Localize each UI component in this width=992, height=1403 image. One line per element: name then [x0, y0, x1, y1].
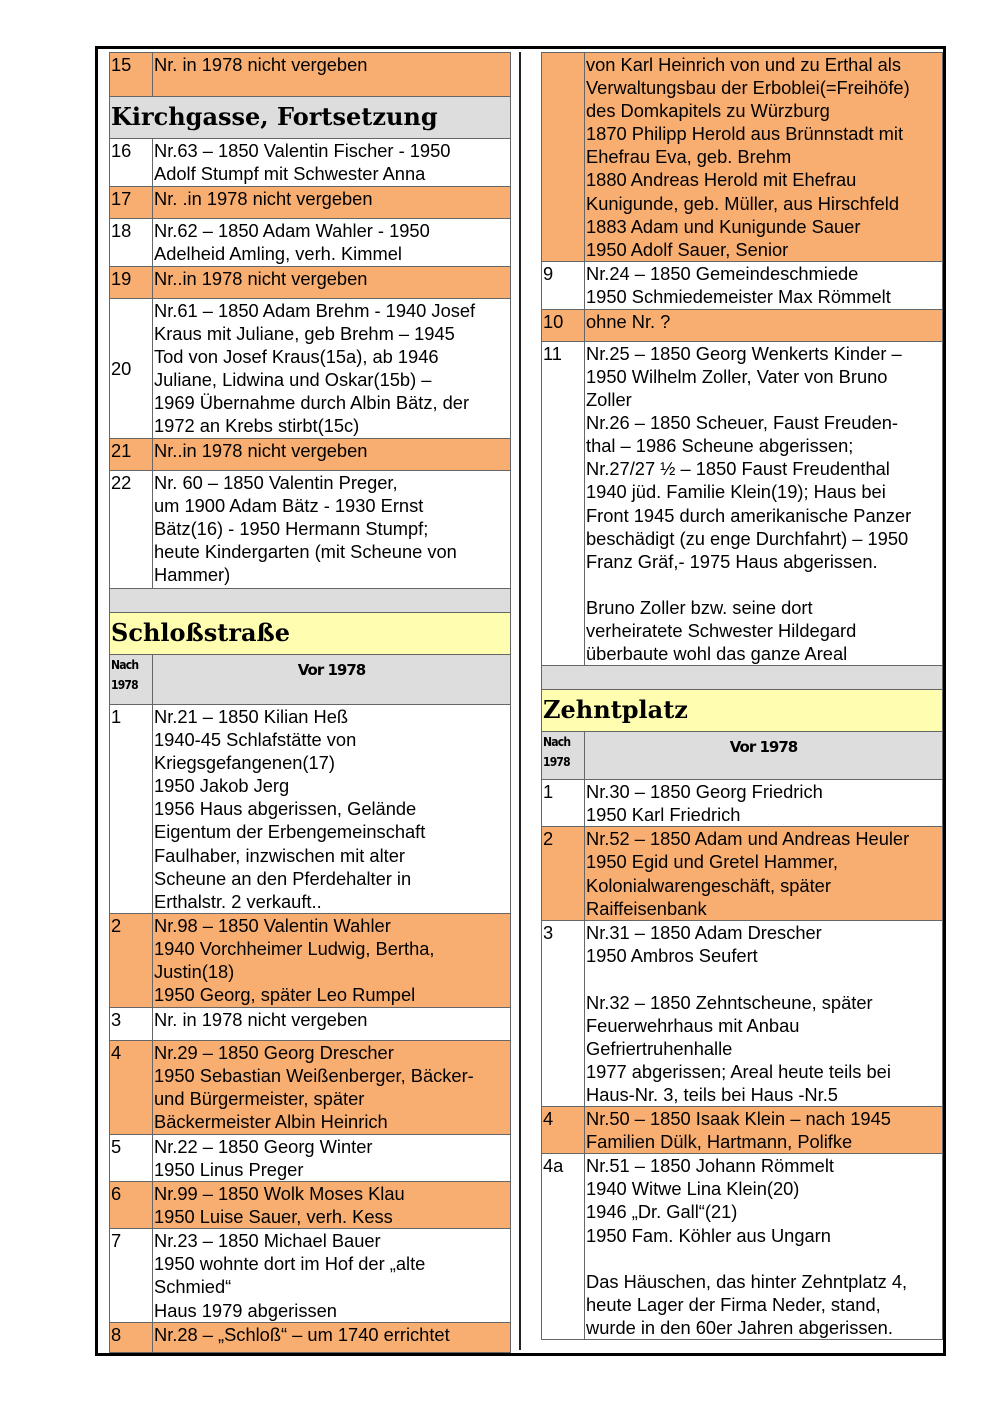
entry-text: Nr.50 – 1850 Isaak Klein – nach 1945 Familien Dülk, Hartmann, Polifke — [585, 1107, 943, 1154]
vor-1978-header — [585, 732, 943, 780]
table-row — [110, 1229, 511, 1322]
entry-text: Nr.29 – 1850 Georg Drescher 1950 Sebastian Weißenberger, Bäcker- und Bürgermeister, später Bäckermeister Albin Heinrich — [153, 1040, 511, 1134]
table-row — [110, 53, 511, 97]
entry-text: Nr.52 – 1850 Adam und Andreas Heuler 1950 Egid und Gretel Hammer, Kolonialwarengeschäft, später Raiffeisenbank — [585, 827, 943, 921]
table-row — [110, 705, 511, 914]
entry-number — [542, 53, 585, 262]
spacer-row — [110, 589, 511, 613]
table-row — [542, 341, 943, 665]
entry-text: Nr.62 – 1850 Adam Wahler - 1950 Adelheid Amling, verh. Kimmel — [153, 219, 511, 267]
table-row — [542, 827, 943, 921]
entry-number: 5 — [110, 1134, 153, 1181]
entry-text: Nr.51 – 1850 Johann Römmelt 1940 Witwe Lina Klein(20) 1946 „Dr. Gall“(21) 1950 Fam. Köhler aus Ungarn Das Häuschen, das hinter Zehntplatz 4, heute Lager der Firma Neder, stand, wurde in den 60er Jahren abgerissen. — [585, 1154, 943, 1340]
right-table — [541, 52, 943, 1340]
table-row — [110, 139, 511, 187]
table-row — [542, 309, 943, 341]
entry-number: 9 — [542, 261, 585, 309]
entry-text: von Karl Heinrich von und zu Erthal als Verwaltungsbau der Erboblei(=Freihöfe) des Domkapitels zu Würzburg 1870 Philipp Herold aus Brünnstadt mit Ehefrau Eva, geb. Brehm 1880 Andreas Herold mit Ehefrau Kunigunde, geb. Müller, aus Hirschfeld 1883 Adam und Kunigunde Sauer 1950 Adolf Sauer, Senior — [585, 53, 943, 262]
entry-text: Nr.63 – 1850 Valentin Fischer - 1950 Adolf Stumpf mit Schwester Anna — [153, 139, 511, 187]
vor-1978-label: Vor 1978 — [297, 661, 366, 679]
entry-text: Nr.61 – 1850 Adam Brehm - 1940 Josef Kraus mit Juliane, geb Brehm – 1945 Tod von Josef Kraus(15a), ab 1946 Juliane, Lidwina und Oskar(15b) – 1969 Übernahme durch Albin Bätz, der 1972 an Krebs stirbt(15c) — [153, 299, 511, 439]
entry-text: Nr.99 – 1850 Wolk Moses Klau 1950 Luise Sauer, verh. Kess — [153, 1182, 511, 1229]
entry-text: Nr.24 – 1850 Gemeindeschmiede 1950 Schmiedemeister Max Römmelt — [585, 261, 943, 309]
entry-number: 19 — [110, 267, 153, 299]
table-row — [542, 261, 943, 309]
table-row — [542, 1107, 943, 1154]
table-row — [110, 439, 511, 471]
entry-number: 3 — [542, 921, 585, 1107]
table-row — [110, 219, 511, 267]
section-header-kirchgasse — [110, 97, 511, 139]
entry-number: 6 — [110, 1182, 153, 1229]
entry-number: 20 — [110, 299, 153, 439]
table-row — [110, 471, 511, 589]
table-row — [542, 53, 943, 262]
entry-text: Nr. in 1978 nicht vergeben — [153, 53, 511, 97]
entry-number: 4a — [542, 1154, 585, 1340]
table-row — [110, 1007, 511, 1040]
entry-text: Nr. in 1978 nicht vergeben — [153, 1007, 511, 1040]
entry-number: 7 — [110, 1229, 153, 1322]
entry-text: Nr.30 – 1850 Georg Friedrich 1950 Karl Friedrich — [585, 780, 943, 827]
entry-number: 16 — [110, 139, 153, 187]
entry-text: Nr.23 – 1850 Michael Bauer 1950 wohnte dort im Hof der „alte Schmied“ Haus 1979 abgerissen — [153, 1229, 511, 1322]
entry-number: 3 — [110, 1007, 153, 1040]
nach-1978-label: Nach 1978 — [110, 655, 153, 705]
entry-number: 10 — [542, 309, 585, 341]
table-row — [110, 1322, 511, 1352]
column-header-row — [110, 655, 511, 705]
vor-1978-label: Vor 1978 — [729, 738, 798, 757]
table-row — [542, 780, 943, 827]
entry-number: 17 — [110, 187, 153, 219]
table-row — [110, 913, 511, 1007]
entry-number: 18 — [110, 219, 153, 267]
section-title: Zehntplatz — [542, 690, 943, 732]
entry-text: Nr.21 – 1850 Kilian Heß 1940-45 Schlafstätte von Kriegsgefangenen(17) 1950 Jakob Jerg 1956 Haus abgerissen, Gelände Eigentum der Erbengemeinschaft Faulhaber, inzwischen mit alter Scheune an den Pferdehalter in Erthalstr. 2 verkauft.. — [153, 705, 511, 914]
table-row — [542, 921, 943, 1107]
entry-number: 4 — [542, 1107, 585, 1154]
table-row — [110, 267, 511, 299]
entry-text: Nr.25 – 1850 Georg Wenkerts Kinder – 1950 Wilhelm Zoller, Vater von Bruno Zoller Nr.26 – 1850 Scheuer, Faust Freuden- thal – 1986 Scheune abgerissen; Nr.27/27 ½ – 1850 Faust Freudenthal 1940 jüd. Familie Klein(19); Haus bei Front 1945 durch amerikanische Panzer beschädigt (zu enge Durchfahrt) – 1950 Franz Gräf,- 1975 Haus abgerissen. Bruno Zoller bzw. seine dort verheiratete Schwester Hildegard überbaute wohl das ganze Areal — [585, 341, 943, 665]
table-row — [110, 1182, 511, 1229]
entry-text: Nr. 60 – 1850 Valentin Preger, um 1900 Adam Bätz - 1930 Ernst Bätz(16) - 1950 Hermann Stumpf; heute Kindergarten (mit Scheune von Hammer) — [153, 471, 511, 589]
entry-number: 4 — [110, 1040, 153, 1134]
entry-number: 2 — [110, 913, 153, 1007]
entry-text: ohne Nr. ? — [585, 309, 943, 341]
table-row — [110, 1134, 511, 1181]
entry-text: Nr.28 – „Schloß“ – um 1740 errichtet — [153, 1322, 511, 1352]
entry-text: Nr..in 1978 nicht vergeben — [153, 439, 511, 471]
section-title: Schloßstraße — [110, 613, 511, 655]
entry-text: Nr.98 – 1850 Valentin Wahler 1940 Vorchheimer Ludwig, Bertha, Justin(18) 1950 Georg, später Leo Rumpel — [153, 913, 511, 1007]
table-row — [110, 1040, 511, 1134]
section-header-schlossstrasse — [110, 613, 511, 655]
column-header-row — [542, 732, 943, 780]
entry-text: Nr.31 – 1850 Adam Drescher 1950 Ambros Seufert Nr.32 – 1850 Zehntscheune, später Feuerwehrhaus mit Anbau Gefriertruhenhalle 1977 abgerissen; Areal heute teils bei Haus-Nr. 3, teils bei Haus -Nr.5 — [585, 921, 943, 1107]
entry-number: 11 — [542, 341, 585, 665]
entry-text: Nr. .in 1978 nicht vergeben — [153, 187, 511, 219]
entry-number: 1 — [110, 705, 153, 914]
left-column — [109, 52, 511, 1353]
entry-number: 21 — [110, 439, 153, 471]
spacer-row — [542, 666, 943, 690]
entry-number: 1 — [542, 780, 585, 827]
right-column — [541, 52, 943, 1340]
entry-number: 8 — [110, 1322, 153, 1352]
section-header-zehntplatz — [542, 690, 943, 732]
entry-number: 22 — [110, 471, 153, 589]
nach-1978-label: Nach 1978 — [542, 732, 585, 780]
table-row — [542, 1154, 943, 1340]
entry-number: 2 — [542, 827, 585, 921]
table-row — [110, 299, 511, 439]
left-table — [109, 52, 511, 1353]
entry-number: 15 — [110, 53, 153, 97]
vor-1978-header — [153, 655, 511, 705]
column-divider — [519, 52, 521, 1350]
section-title: Kirchgasse, Fortsetzung — [110, 97, 511, 139]
entry-text: Nr..in 1978 nicht vergeben — [153, 267, 511, 299]
entry-text: Nr.22 – 1850 Georg Winter 1950 Linus Preger — [153, 1134, 511, 1181]
table-row — [110, 187, 511, 219]
